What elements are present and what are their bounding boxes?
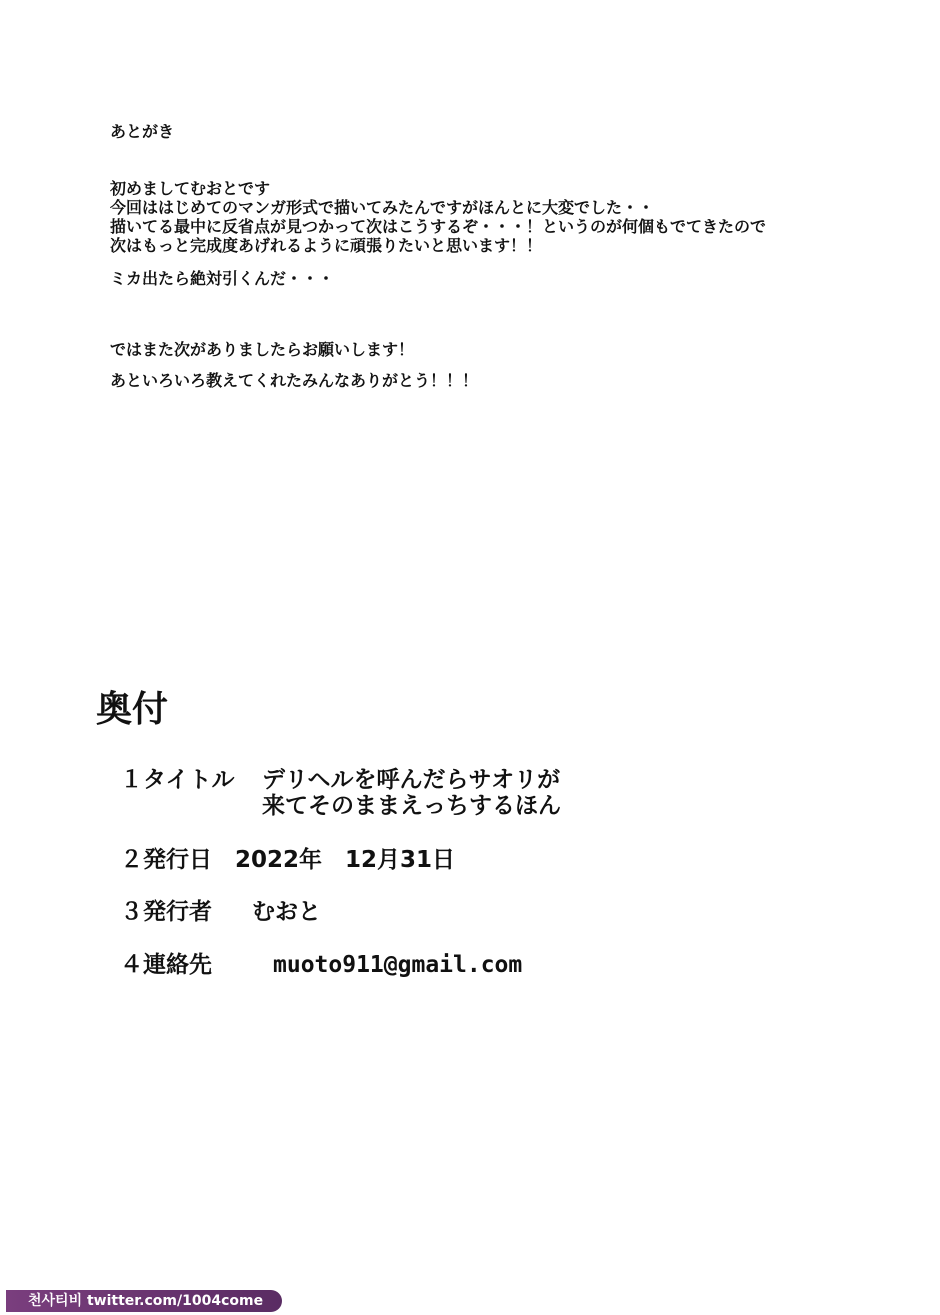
afterword-line: 今回ははじめてのマンガ形式で描いてみたんですがほんとに大変でした・・ xyxy=(110,198,655,217)
colophon-publisher-label: ３発行者 xyxy=(120,899,212,925)
colophon-title-label: １タイトル xyxy=(120,767,235,793)
colophon-title-line-1: デリヘルを呼んだらサオリが xyxy=(262,767,561,793)
afterword-section xyxy=(110,122,870,390)
afterword-line: 初めましてむおとです xyxy=(110,179,271,198)
colophon-title-row xyxy=(120,766,561,819)
afterword-line: 次はもっと完成度あげれるように頑張りたいと思います！！ xyxy=(110,236,543,255)
watermark-banner: 천사티비 twitter.com/1004come xyxy=(6,1290,282,1312)
afterword-line: 描いてる最中に反省点が見つかって次はこうするぞ・・・！というのが何個もでてきたので xyxy=(110,217,767,236)
colophon-publisher-row xyxy=(120,898,321,926)
afterword-line-thanks: あといろいろ教えてくれたみんなありがとう！！！ xyxy=(110,371,479,390)
colophon-date-row xyxy=(120,846,456,874)
colophon-contact-email[interactable]: muoto911@gmail.com xyxy=(273,952,523,978)
colophon-date-label: ２発行日 xyxy=(120,847,212,873)
colophon-publisher-value: むおと xyxy=(252,899,321,925)
colophon-title-line-2: 来てそのままえっちするほん xyxy=(262,793,561,819)
colophon-contact-row xyxy=(120,951,523,979)
afterword-line-mika: ミカ出たら絶対引くんだ・・・ xyxy=(110,269,335,288)
colophon-contact-label: ４連絡先 xyxy=(120,952,212,978)
colophon-date-value: 2022年 12月31日 xyxy=(235,847,456,873)
afterword-heading: あとがき xyxy=(110,122,175,141)
afterword-line-next: ではまた次がありましたらお願いします！ xyxy=(110,340,415,359)
colophon-heading: 奥付 xyxy=(96,689,169,730)
